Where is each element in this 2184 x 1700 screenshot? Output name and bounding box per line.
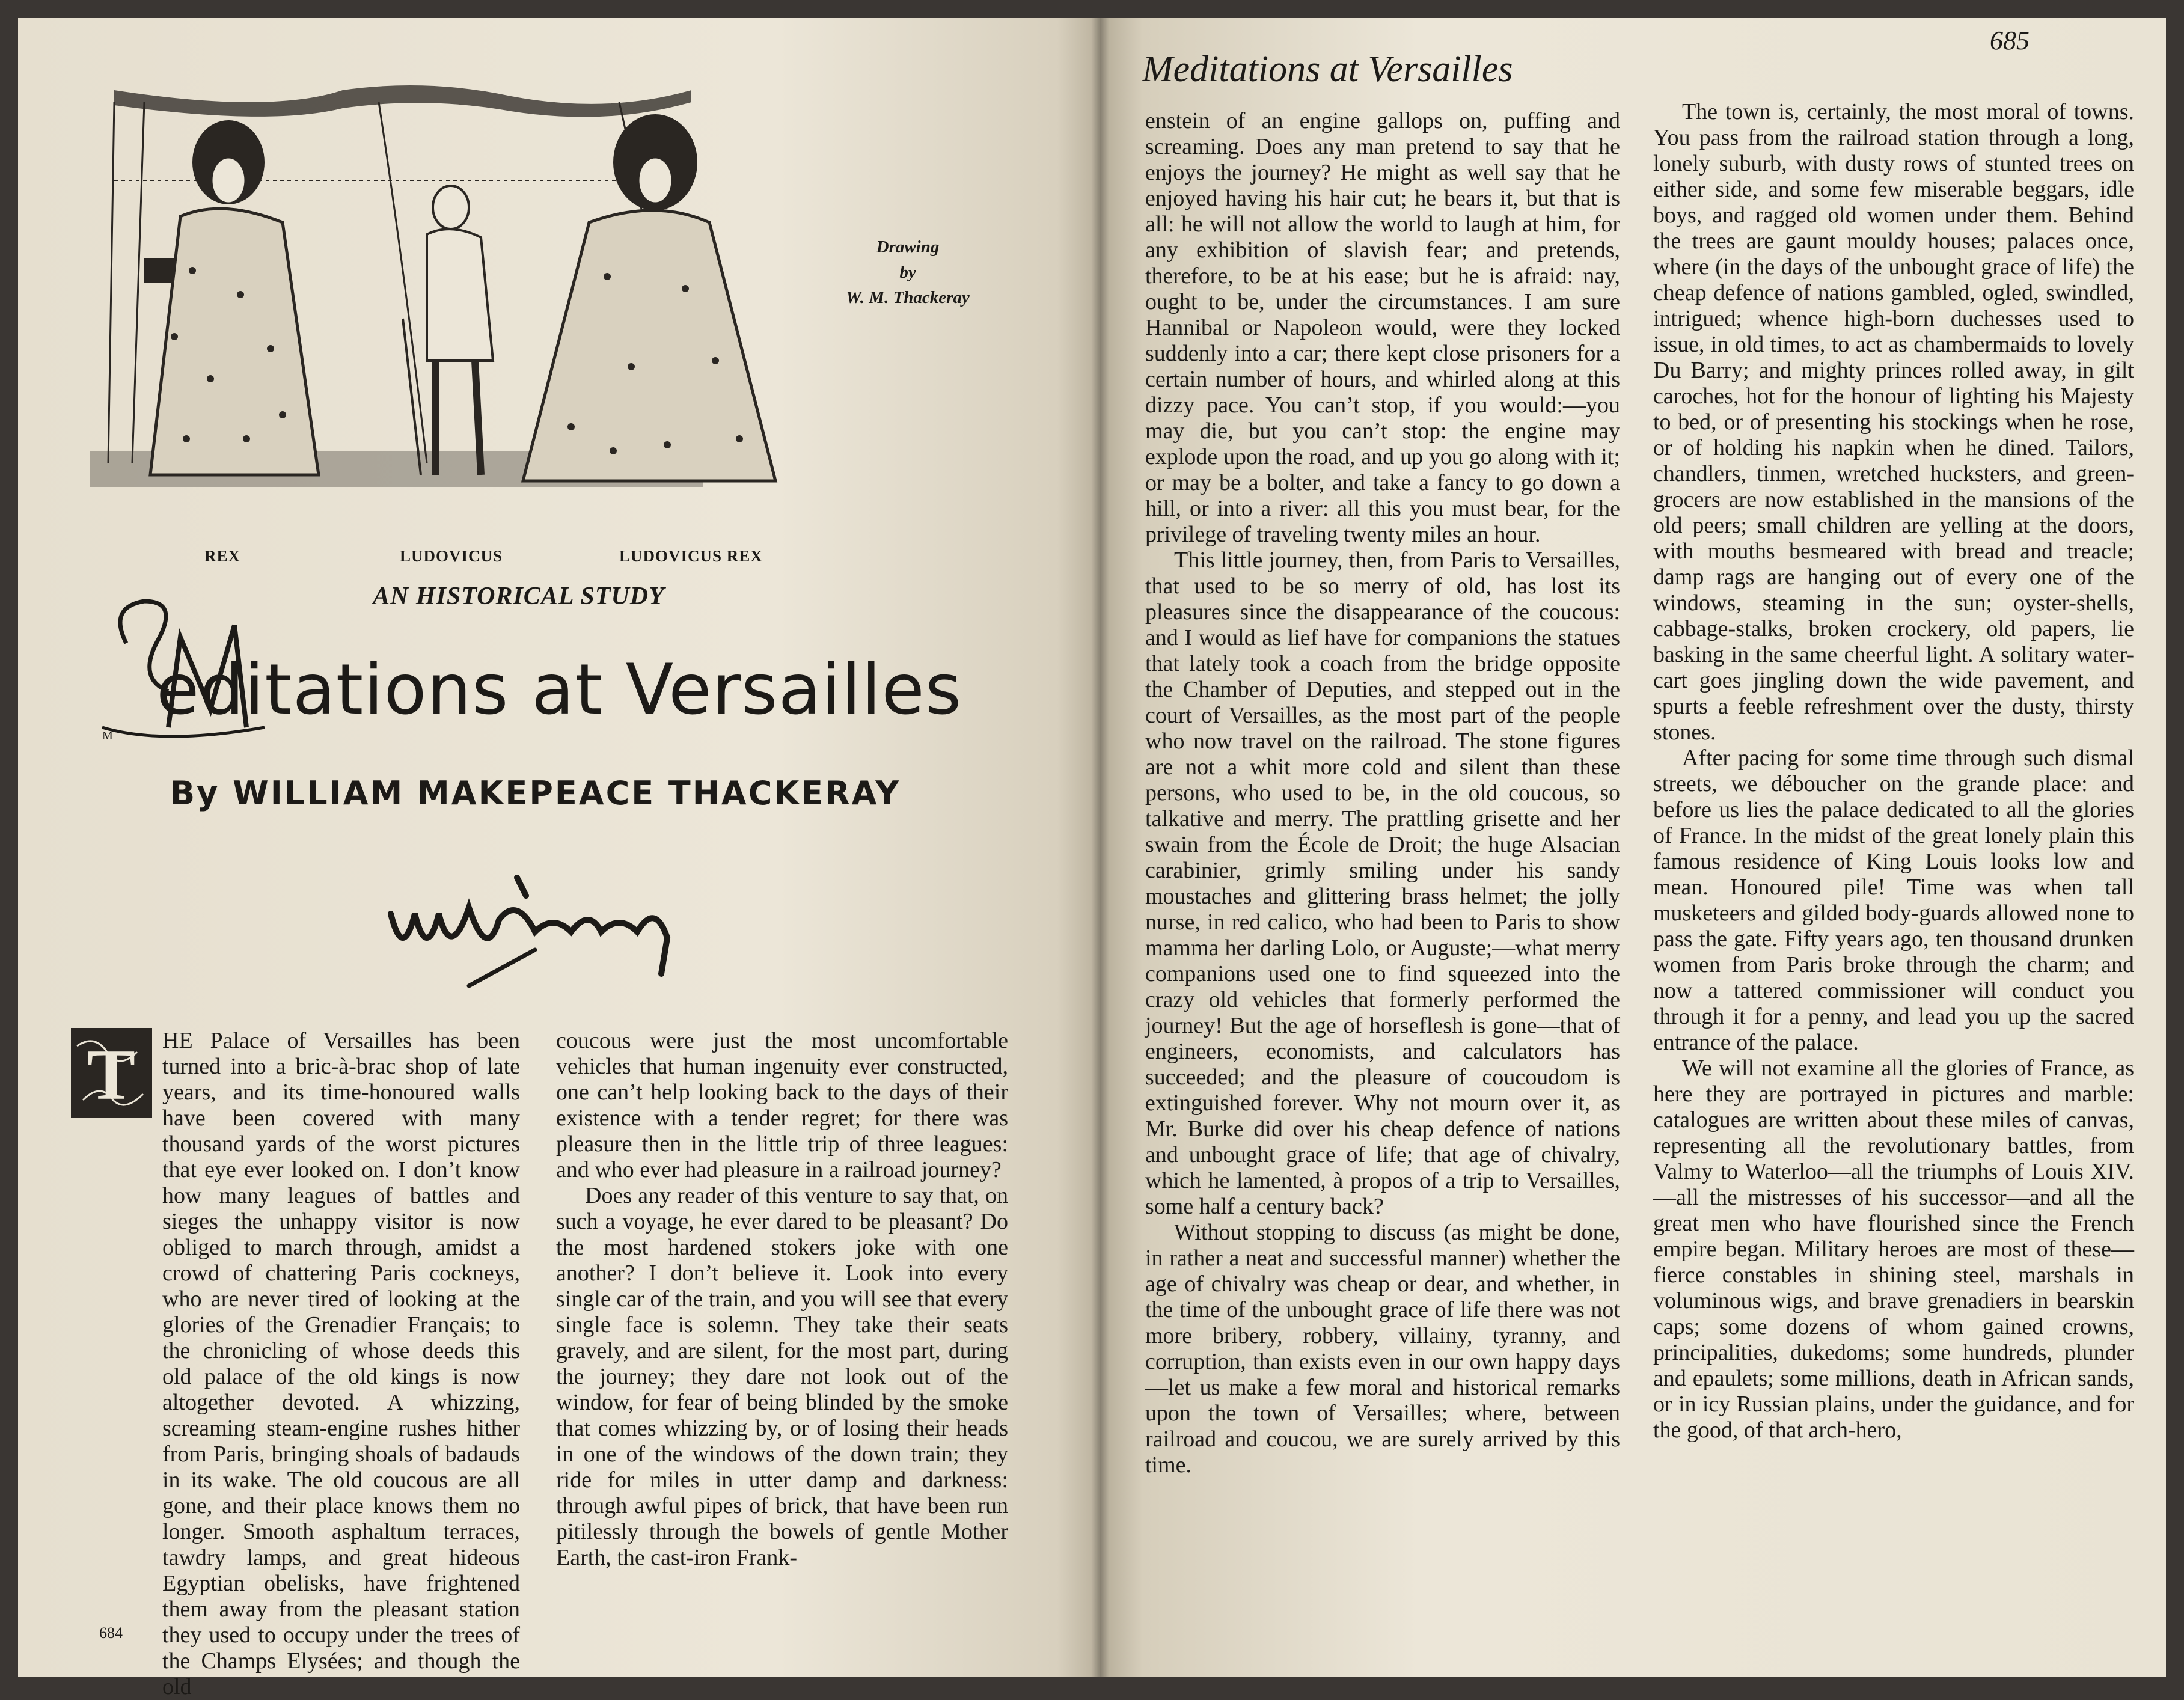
- right-col1-paragraph-3: Without stopping to discuss (as might be done, in rather a neat and successful manner) whether the age of chivalry was cheap or dear, and whether, in the time of the unbought grace of life there was not more bribery, robbery, villainy, tyranny, and corruption, than exists even in our own happy days—let us make a few moral and historical remarks upon the town of Versailles; where, between railroad and coucou, we are surely arrived by this time.: [1145, 1220, 1620, 1478]
- left-col1-paragraph: HE Palace of Versailles has been turned into a bric-à-brac shop of late years, and its time-honoured walls have been covered with many thousand yards of the worst pictures that eye ever looked on. I don’t know how many leagues of battles and sieges the unhappy visitor is now obliged to march through, amidst a crowd of chattering Paris cockneys, who are never tired of looking at the glories of the Grenadier Français; to the chronicling of whose deeds this old palace of the old kings is now altogether devoted. A whizzing, screaming steam-engine rushes hither from Paris, bringing shoals of badauds in its wake. The old coucous are all gone, and their place knows them no longer. Smooth asphaltum terraces, tawdry lamps, and great hideous Egyptian obelisks, have frightened them away from the pleasant station they used to occupy under the trees of the Champs Elysées; and though the old: [162, 1028, 520, 1699]
- author-signature: [379, 860, 703, 992]
- running-head: Meditations at Versailles: [1142, 49, 1513, 90]
- right-col2-paragraph-1: The town is, certainly, the most moral of towns. You pass from the railroad station through a long, lonely suburb, with dusty rows of stunted trees on either side, and some few miserable beggars, idle boys, and ragged old women under them. Behind the trees are gaunt mouldy houses; palaces once, where (in the days of the unbought grace of life) the cheap defence of nations gambled, ogled, swindled, intrigued; whence high-born duchesses used to issue, in old times, to act as chambermaids to lovely Du Barry; and mighty princes rolled away, in gilt caroches, hot for the honour of lighting his Majesty to bed, or of presenting his stockings when he rose, or of holding his napkin when he dined. Tailors, chandlers, tinmen, wretched hucksters, and green-grocers are now established in the mansions of the old peers; small children are yelling at the doors, with mouths besmeared with bread and treacle; damp rags are hanging out of every one of the windows, steaming in the sun; oyster-shells, cabbage-stalks, broken crockery, old papers, lie basking in the same cheerful light. A solitary water-cart goes jingling down the wide pavement, and spurts a feeble refreshment over the dusty, thirsty stones.: [1653, 99, 2134, 745]
- right-col2-paragraph-2: After pacing for some time through such dismal streets, we déboucher on the grande place: and before us lies the palace dedicated to all the glories of France. In the midst of the great lonely plain this famous residence of King Louis looks low and mean. Honoured pile! Time was when tall musketeers and gilded body-guards allowed none to pass the gate. Fifty years ago, ten thousand drunken women from Paris broke through the charm; and now a tattered commissioner will conduct you through it for a penny, and lead you up the sacred entrance of the palace.: [1653, 745, 2134, 1055]
- drawing-credit-line3: W. M. Thackeray: [846, 288, 970, 307]
- right-col1-paragraph-2: This little journey, then, from Paris to Versailles, that used to be so merry of old, has lost its pleasures since the disappearance of the coucous: and I would as lief have for companions the statues that lately took a coach from the bridge opposite the Chamber of Deputies, and stepped out in the court of Versailles, as the most part of the people who now travel on the railroad. The stone figures are not a whit more cold and silent than these persons, who used to be, in the old coucous, so talkative and merry. The prattling grisette and her swain from the École de Droit; the huge Alsacian carabinier, grimly smiling under his sandy moustaches and glittering brass helmet; the jolly nurse, in red calico, who had been to Paris to show mamma her darling Lolo, or Auguste;—what merry companions used one to find squeezed into the crazy old vehicles that formerly performed the journey! But the age of horseflesh is gone—that of engineers, economists, and calculators has succeeded; and the pleasure of coucoudom is extinguished forever. Why not mourn over it, as Mr. Burke did over his cheap defence of nations and unbought grace of life; that age of chivalry, which he lamented, à propos of a trip to Versailles, some half a century back?: [1145, 548, 1620, 1219]
- byline: By WILLIAM MAKEPEACE THACKERAY: [170, 774, 901, 812]
- figure-ludovicus-rex: [523, 114, 775, 481]
- left-col2-paragraph-2: Does any reader of this venture to say that, on such a voyage, he ever dared to be pleasant? Do the most hardened stokers joke with one another? I don’t believe it. Look into every single car of the train, and you will see that every single face is solemn. They take their seats gravely, and are silent, for the most part, during the journey; they dare not look out of the window, for fear of being blinded by the smoke that comes whizzing by, or of losing their heads in one of the windows of the down train; they ride for miles in utter damp and darkness: through awful pipes of brick, that have been run pitilessly through the bowels of gentle Mother Earth, the cast-iron Frank-: [556, 1183, 1008, 1570]
- right-column-2: [1653, 99, 2134, 1650]
- drawing-credit-line1: Drawing: [876, 237, 940, 257]
- book-gutter: [1091, 18, 1109, 1677]
- page-number-left: 684: [99, 1624, 123, 1642]
- article-title: [156, 649, 962, 730]
- figure-rex: [144, 120, 319, 475]
- svg-text:T: T: [87, 1035, 136, 1114]
- thackeray-drawing-illustration: [90, 78, 920, 523]
- drawing-credit-line2: by: [899, 263, 916, 282]
- drawing-credit: [836, 234, 980, 310]
- svg-text:M: M: [102, 729, 113, 742]
- right-col1-paragraph-1: enstein of an engine gallops on, puffing and screaming. Does any man pretend to say that he enjoys the journey? He might as well say that he enjoyed having his hair cut; he bears it, but that is all: he will not allow the world to laugh at him, for any exhibition of slavish fear; and pretends, therefore, to be at his ease; but he is afraid: nay, ought to be, under the circumstances. I am sure Hannibal or Napoleon would, were they locked suddenly into a car; there kept close prisoners for a certain number of hours, and whirled along at this dizzy pace. You can’t stop, if you would:—you may die, but you can’t stop: the engine may explode upon the road, and up you go along with it; or may be a bolter, and take a fancy to go down a hill, or into a river: all this you must bear, for the privilege of traveling twenty miles an hour.: [1145, 108, 1620, 547]
- label-rex: REX: [204, 547, 241, 565]
- left-column-2: [556, 1028, 1008, 1605]
- article-subtitle: AN HISTORICAL STUDY: [373, 582, 665, 610]
- right-col2-paragraph-3: We will not examine all the glories of France, as here they are portrayed in pictures and marble: catalogues are written about these miles of canvas, representing all the revolutionary battles, from Valmy to Waterloo—all the triumphs of Louis XIV.—all the mistresses of his successor—and all the great men who have flourished since the French empire began. Military heroes are most of these—fierce constables in shining steel, marshals in voluminous wigs, and brave grenadiers in bearskin caps; some dozens of whom gained crowns, principalities, dukedoms; some hundreds, plunder and epaulets; some millions, death in African sands, or in icy Russian plains, under the guidance, and for the good, of that arch-hero,: [1653, 1056, 2134, 1443]
- page-number-right: 685: [1990, 26, 2030, 55]
- article-title-text: editations at Versailles: [156, 649, 962, 730]
- figure-ludovicus: [403, 186, 493, 475]
- label-ludovicus: LUDOVICUS: [400, 547, 503, 565]
- label-ludovicus-rex: LUDOVICUS REX: [619, 547, 763, 565]
- left-col2-paragraph-1: coucous were just the most uncomfortable vehicles that human ingenuity ever constructed, one can’t help looking back to the days of their existence with a tender regret; for there was pleasure then in the little trip of three leagues: and who ever had pleasure in a railroad journey?: [556, 1028, 1008, 1182]
- right-column-1: [1145, 108, 1620, 1647]
